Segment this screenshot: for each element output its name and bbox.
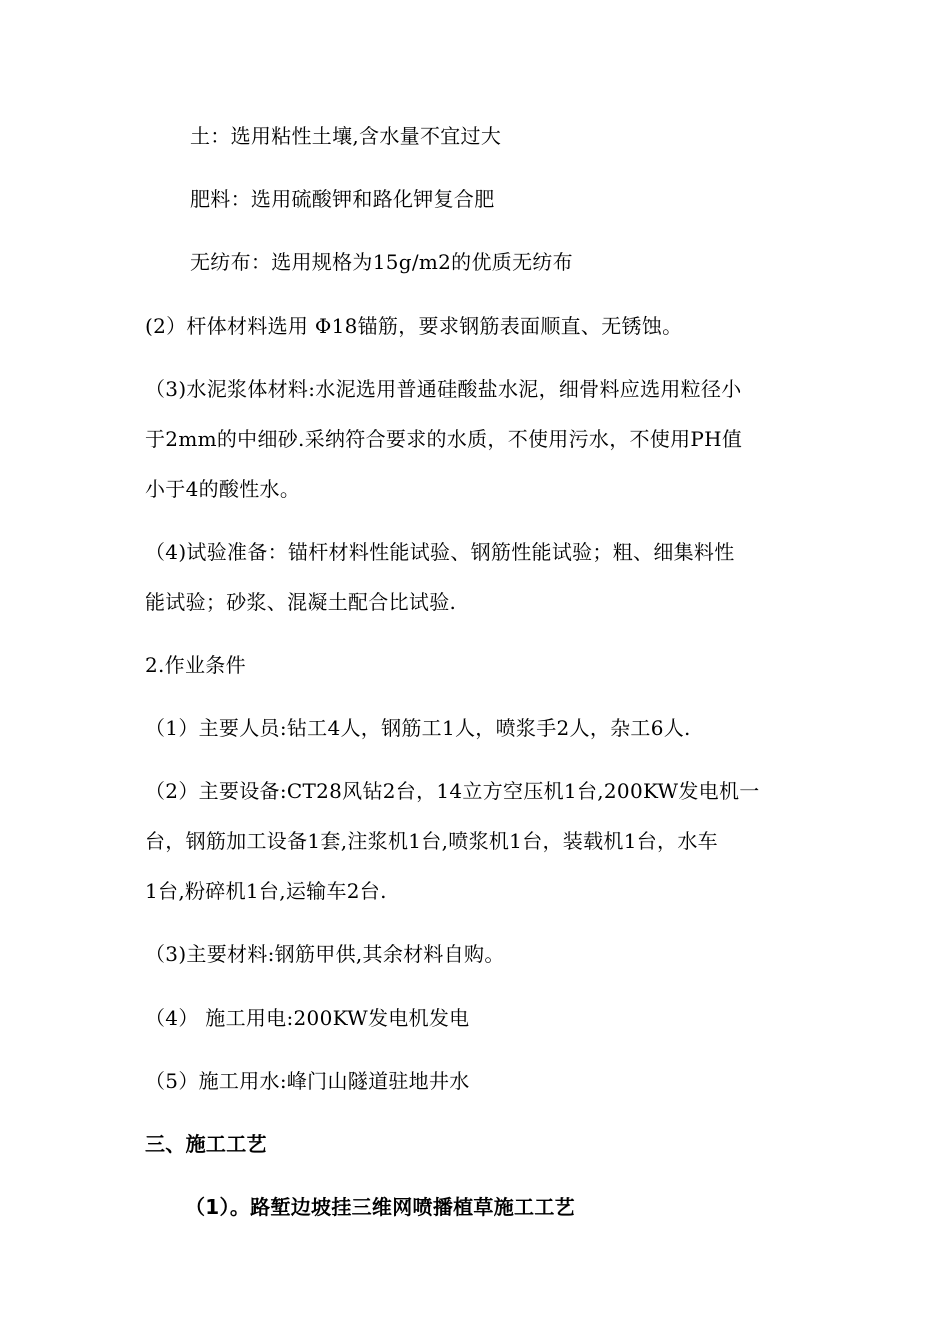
text-line-nonwoven: 无纺布：选用规格为15g/m2的优质无纺布 [190, 250, 573, 274]
text-line-materials: （3)主要材料:钢筋甲供,其余材料自购。 [145, 942, 505, 966]
text-line-equipment-2: 台，钢筋加工设备1套,注浆机1台,喷浆机1台，装载机1台，水车 [145, 829, 718, 853]
section-heading-construction-process: 三、施工工艺 [145, 1132, 267, 1156]
text-line-equipment-3: 1台,粉碎机1台,运输车2台. [145, 879, 387, 903]
text-line-fertilizer: 肥料：选用硫酸钾和路化钾复合肥 [190, 187, 495, 211]
text-line-test-2: 能试验；砂浆、混凝土配合比试验. [145, 590, 457, 614]
text-line-power: （4） 施工用电:200KW发电机发电 [145, 1006, 470, 1030]
text-line-cement-3: 小于4的酸性水。 [145, 477, 301, 501]
text-line-personnel: （1）主要人员:钻工4人，钢筋工1人，喷浆手2人，杂工6人. [145, 716, 691, 740]
text-line-cement-2: 于2mm的中细砂.采纳符合要求的水质，不使用污水，不使用PH值 [145, 427, 743, 451]
text-line-rod-material: (2）杆体材料选用 Φ18锚筋，要求钢筋表面顺直、无锈蚀。 [145, 314, 683, 338]
text-line-soil: 土：选用粘性土壤,含水量不宜过大 [190, 124, 502, 148]
subsection-heading-slope-planting: （1）。路堑边坡挂三维网喷播植草施工工艺 [185, 1195, 575, 1219]
section-title-work-conditions: 2.作业条件 [145, 653, 246, 677]
text-line-equipment-1: （2）主要设备:CT28风钻2台，14立方空压机1台,200KW发电机一 [145, 779, 760, 803]
text-line-test-1: （4)试验准备：锚杆材料性能试验、钢筋性能试验；粗、细集料性 [145, 540, 735, 564]
text-line-water: （5）施工用水:峰门山隧道驻地井水 [145, 1069, 470, 1093]
text-line-cement-1: （3)水泥浆体材料:水泥选用普通硅酸盐水泥，细骨料应选用粒径小 [145, 377, 742, 401]
